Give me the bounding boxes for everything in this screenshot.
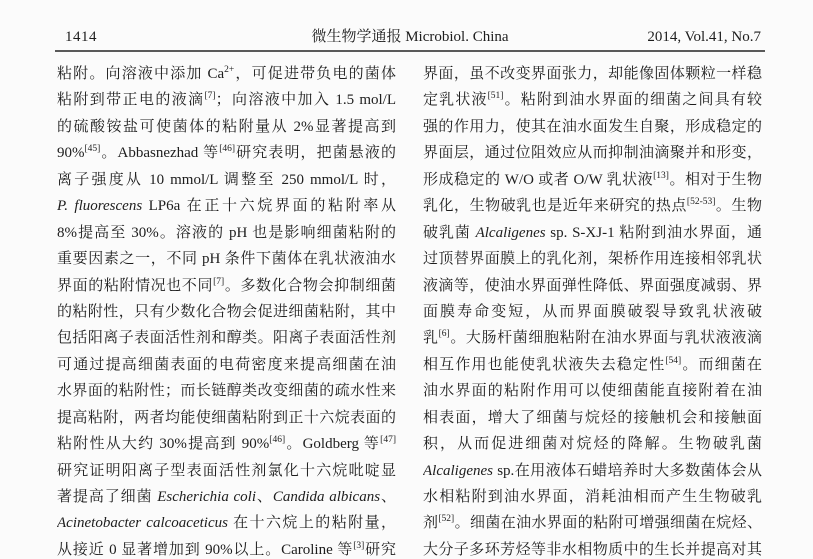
right-column	[423, 61, 762, 559]
text-run: 。粘附到油水界面的细菌之间具有较	[503, 92, 762, 109]
header-divider	[55, 50, 765, 52]
text-run: 相互作用也能使乳状液失去稳定性	[423, 356, 666, 373]
species-name: P. fluorescens	[57, 198, 143, 215]
reference-superscript: [54]	[665, 355, 682, 366]
text-line	[423, 484, 762, 510]
text-run: 水相粘附到油水界面，消耗油相而产生生物破乳	[423, 489, 762, 505]
text-line	[423, 193, 762, 219]
reference-superscript: [3]	[353, 540, 365, 551]
text-line	[57, 61, 396, 87]
page-number: 1414	[65, 29, 97, 45]
text-run: 。大肠杆菌细胞粘附在油水界面与乳状液液滴	[449, 330, 762, 347]
text-run: 破乳菌	[423, 224, 476, 241]
reference-superscript: [52]	[438, 514, 455, 525]
text-run: 。多数化合物会抑制细菌	[224, 277, 396, 294]
text-run: 90%	[57, 145, 85, 162]
article-body	[57, 61, 762, 559]
text-line	[423, 510, 762, 536]
text-run: 著提高了细菌	[57, 489, 158, 505]
text-run: sp.在用液体石蜡培养时大多数菌体会从	[492, 462, 762, 479]
text-run: 离子强度从 10 mmol/L 调整至 250 mmol/L 时，	[57, 171, 396, 188]
text-run: 水界面的粘附性；而长链醇类改变细菌的疏水性来	[57, 383, 396, 400]
text-run: 界面的粘附情况也不同	[57, 277, 214, 294]
text-run: 包括阳离子表面活性剂和醇类。阳离子表面活性剂	[57, 330, 396, 347]
text-run: 可通过提高细菌表面的电荷密度来提高细菌在油	[57, 356, 396, 373]
text-line	[423, 458, 762, 484]
text-run: 、	[380, 489, 396, 505]
text-run: 形成稳定的 W/O 或者 O/W 乳状液	[423, 171, 654, 188]
text-line	[57, 114, 396, 140]
text-run: ；向溶液中加入 1.5 mol/L	[215, 92, 396, 109]
text-line	[57, 405, 396, 431]
text-line	[423, 61, 762, 87]
text-line	[423, 87, 762, 113]
species-name: Candida albicans	[272, 489, 381, 505]
text-line	[57, 458, 396, 484]
text-run: 研究	[364, 541, 396, 558]
text-line	[423, 299, 762, 325]
text-run: 液滴等，使油水界面弹性降低、界面强度减弱、界	[423, 277, 762, 294]
text-run: 强的作用力，使其在油水面发生自聚，形成稳定的	[423, 118, 762, 135]
text-run: 。生物	[715, 198, 762, 215]
text-run: 乳化，生物破乳也是近年来研究的热点	[423, 198, 687, 215]
text-line	[423, 246, 762, 272]
text-run: 油水界面的粘附作用可以使细菌能直接附着在油	[423, 383, 762, 400]
text-line	[57, 140, 396, 166]
text-run: 重要因素之一，不同 pH 条件下菌体在乳状液油水	[57, 251, 396, 268]
text-line	[423, 220, 762, 246]
issue-info: 2014, Vol.41, No.7	[647, 29, 761, 45]
text-run: 。Abbasnezhad 等	[100, 145, 220, 162]
text-run: 的粘附性，只有少数化合物会促进细菌粘附，其中	[57, 303, 396, 320]
text-line	[423, 352, 762, 378]
text-line	[423, 140, 762, 166]
text-run: 过顶替界面膜上的乳化剂，架桥作用连接相邻乳状	[423, 251, 762, 268]
text-run: 研究表明，把菌悬液的	[235, 145, 396, 162]
page-header	[57, 27, 763, 47]
text-run: ，可促进带负电的菌体	[234, 66, 396, 82]
text-run: 相表面，增大了细菌与烷烃的接触机会和接触面	[423, 409, 762, 426]
text-line	[423, 537, 762, 559]
text-run: 面膜寿命变短，从而界面膜破裂导致乳状液破	[423, 303, 762, 320]
text-run: 研究证明阳离子型表面活性剂氯化十六烷吡啶显	[57, 462, 396, 479]
text-line	[423, 114, 762, 140]
text-line	[423, 378, 762, 404]
reference-superscript: [46]	[269, 435, 286, 446]
text-run: 乳	[423, 330, 439, 347]
species-name: Acinetobacter calcoaceticus	[57, 515, 228, 532]
reference-superscript: 2+	[224, 65, 235, 75]
text-line	[423, 167, 762, 193]
text-run: 提高粘附，两者均能使细菌粘附到正十六烷表面的	[57, 409, 396, 426]
reference-superscript: [51]	[487, 91, 504, 102]
text-run: 大分子多环芳烃等非水相物质中的生长并提高对其	[423, 541, 762, 558]
text-line	[57, 352, 396, 378]
text-run: 粘附到带正电的液滴	[57, 92, 205, 109]
text-run: 粘附性从大约 30%提高到 90%	[57, 436, 270, 453]
text-line	[423, 431, 762, 457]
reference-superscript: [46]	[219, 144, 236, 155]
reference-superscript: [6]	[438, 329, 450, 340]
text-run: 在十六烷上的粘附量，	[227, 515, 396, 532]
text-run: 从接近 0 显著增加到 90%以上。Caroline 等	[57, 541, 354, 558]
text-line	[57, 299, 396, 325]
species-name: Alcaligenes	[423, 462, 493, 479]
text-run: 。相对于生物	[668, 171, 762, 188]
text-line	[57, 325, 396, 351]
text-line	[57, 220, 396, 246]
text-run: 。而细菌在	[681, 356, 762, 373]
text-line	[57, 273, 396, 299]
reference-superscript: [7]	[204, 91, 216, 102]
text-line	[57, 537, 396, 559]
text-line	[57, 193, 396, 219]
text-line	[57, 246, 396, 272]
text-line	[423, 325, 762, 351]
text-run: 的硫酸铵盐可使菌体的粘附量从 2%显著提高到	[57, 118, 396, 135]
text-run: 界面，虽不改变界面张力，却能像固体颗粒一样稳	[423, 66, 762, 82]
text-run: sp. S-XJ-1 粘附到油水界面，通	[545, 224, 762, 241]
text-line	[423, 405, 762, 431]
left-column	[57, 61, 396, 559]
text-line	[57, 87, 396, 113]
reference-superscript: [13]	[653, 170, 669, 181]
text-line	[57, 378, 396, 404]
text-run: 界面层，通过位阻效应从而抑制油滴聚并和形变，	[423, 145, 762, 162]
text-run: 剂	[423, 515, 439, 532]
text-run: 、	[256, 489, 273, 505]
text-line	[57, 484, 396, 510]
text-run: 。Goldberg 等	[285, 436, 381, 453]
text-run: 8%提高至 30%。溶液的 pH 也是影响细菌粘附的	[57, 224, 396, 241]
text-run: 定乳状液	[423, 92, 488, 109]
reference-superscript: [45]	[84, 144, 101, 155]
reference-superscript: [52-53]	[686, 197, 716, 208]
species-name: Escherichia coli	[157, 489, 257, 505]
text-line	[57, 167, 396, 193]
text-line	[57, 510, 396, 536]
text-line	[57, 431, 396, 457]
text-run: 粘附。向溶液中添加 Ca	[57, 66, 225, 82]
reference-superscript: [47]	[380, 435, 396, 446]
text-run: LP6a 在正十六烷界面的粘附率从	[142, 198, 396, 215]
species-name: Alcaligenes	[475, 224, 546, 241]
text-run: 。细菌在油水界面的粘附可增强细菌在烷烃、	[454, 515, 762, 532]
reference-superscript: [7]	[213, 276, 225, 287]
text-run: 积，从而促进细菌对烷烃的降解。生物破乳菌	[423, 436, 762, 453]
journal-title: 微生物学通报 Microbiol. China	[311, 29, 509, 45]
text-line	[423, 273, 762, 299]
